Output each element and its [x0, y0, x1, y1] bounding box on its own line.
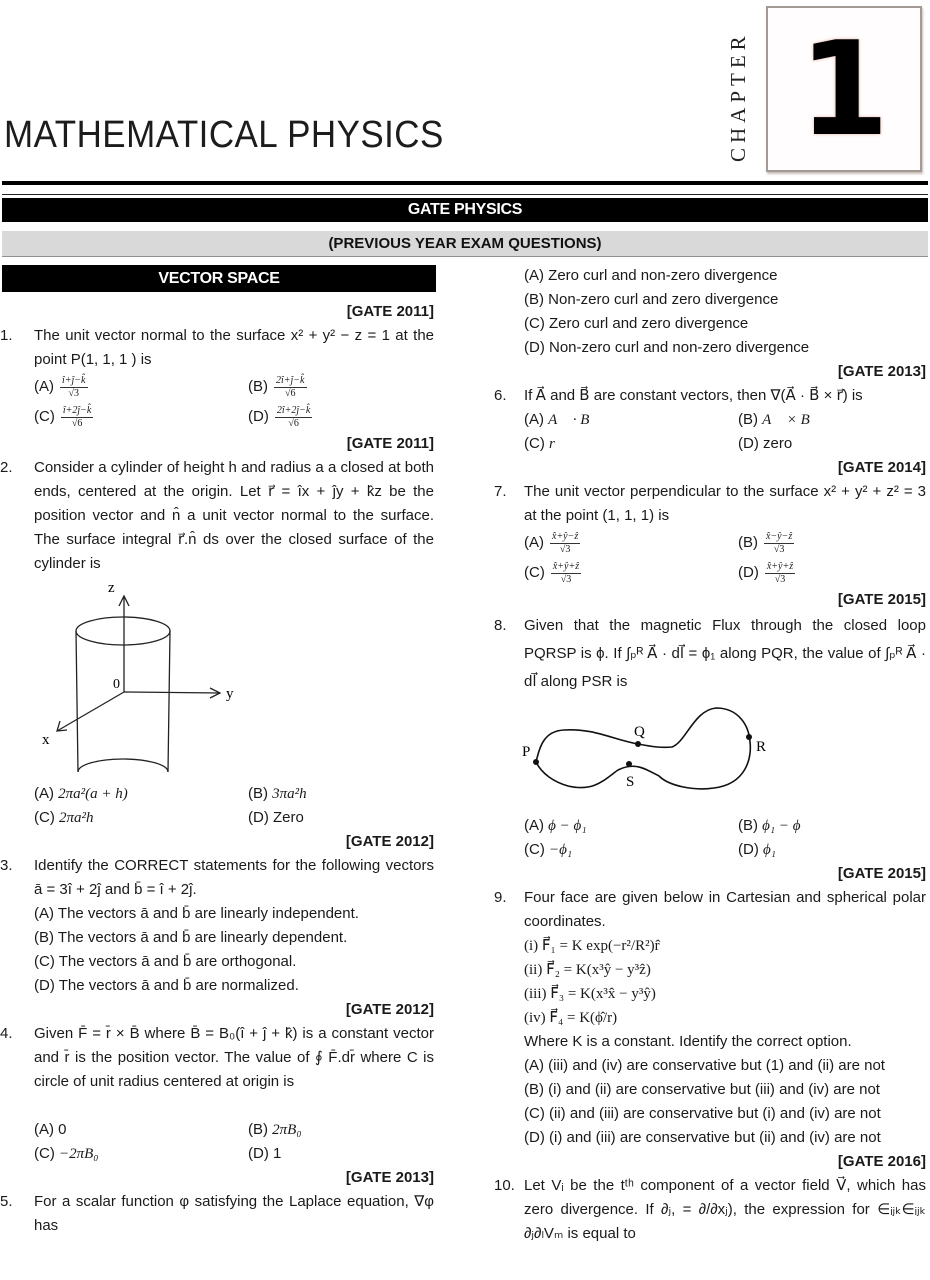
- option-c: (C) Zero curl and zero divergence: [524, 315, 749, 332]
- question-text: Four face are given below in Cartesian and spherical polar coordinates.: [524, 889, 926, 930]
- question-number: 6.: [494, 387, 507, 404]
- option-a: (A) 0: [34, 1121, 67, 1138]
- question-number: 10.: [494, 1177, 515, 1194]
- svg-text:P: P: [522, 744, 531, 760]
- field-item-4: (iv) F⃗₄ = K(ϕ̂/r): [524, 1010, 618, 1026]
- point-s: [626, 761, 632, 767]
- option-d: (D) The vectors ā and b̄ are normalized.: [34, 977, 299, 994]
- header-rule-thick: [2, 181, 928, 185]
- option-d: (D) Non-zero curl and non-zero divergence: [524, 339, 810, 356]
- question-number: 3.: [0, 857, 13, 874]
- field-item-2: (ii) F⃗₂ = K(x³ŷ − y³ẑ): [524, 962, 651, 978]
- question-10: [494, 1150, 926, 1246]
- question-text: The unit vector normal to the surface x² + y² − z = 1 at the point P(1, 1, 1 ) is: [34, 327, 434, 368]
- field-item-3: (iii) F⃗₃ = K(x³x̂ − y³ŷ): [524, 986, 656, 1002]
- option-d: (D) 1: [248, 1145, 282, 1162]
- exam-tag: [GATE 2015]: [837, 865, 926, 882]
- option-d: (D) (i) and (iii) are conservative but (ii) and (iv) are not: [524, 1129, 881, 1146]
- question-text: Consider a cylinder of height h and radius a a closed at both ends, centered at the origin. Let r⃗ = îx + ĵy + k̂z be the position vector and n̂ a unit vector normal to the surface. The surface integral r⃗.n̂ ds over the closed surface of the cylinder is: [34, 459, 434, 572]
- question-number: 1.: [0, 327, 13, 344]
- option-b: (B) 3πa²h: [248, 785, 307, 802]
- svg-text:S: S: [626, 774, 635, 790]
- question-9: [494, 862, 926, 1150]
- axis-label-x: x: [42, 732, 50, 748]
- point-p: [533, 759, 539, 765]
- point-r: [746, 734, 752, 740]
- closed-loop-diagram: [494, 696, 926, 814]
- question-7: [494, 456, 926, 588]
- option-c: (C) (ii) and (iii) are conservative but (i) and (iv) are not: [524, 1105, 881, 1122]
- document-title: MATHEMATICAL PHYSICS: [4, 114, 444, 156]
- option-a: (A) A⃗ · B⃗: [524, 411, 602, 428]
- exam-tag: [GATE 2013]: [837, 363, 926, 380]
- question-number: 4.: [0, 1025, 13, 1042]
- exam-tag: [GATE 2012]: [345, 833, 434, 850]
- axis-label-z: z: [108, 580, 115, 596]
- option-b: (B) ϕ₁ − ϕ: [738, 817, 801, 834]
- option-b: (B) (i) and (ii) are conservative but (iii) and (iv) are not: [524, 1081, 880, 1098]
- cylinder-diagram: [0, 576, 434, 782]
- exam-tag: [GATE 2011]: [346, 303, 434, 320]
- banner-gate-physics: GATE PHYSICS: [2, 198, 928, 222]
- question-text: Identify the CORRECT statements for the following vectors ā = 3î + 2ĵ and b̄ = î + 2ĵ.: [34, 857, 434, 898]
- option-a: (A) $\frac{î+ĵ-k̂}{√3}$: [34, 374, 86, 399]
- field-item-1: (i) F⃗₁ = K exp(−r²/R²)r̂: [524, 938, 660, 954]
- exam-tag: [GATE 2011]: [346, 435, 434, 452]
- option-b: (B) A⃗ × B⃗: [738, 411, 822, 428]
- option-a: (A) $\frac{\text{x̂+ŷ−ẑ}}{√3}$: [524, 530, 579, 555]
- question-number: 7.: [494, 483, 507, 500]
- option-b: (B) 2πB₀: [248, 1121, 302, 1138]
- option-b: (B) $\frac{\text{x̂−ŷ−ẑ}}{√3}$: [738, 530, 793, 555]
- question-text: Given that the magnetic Flux through the closed loop PQRSP is ϕ. If ∫ₚᴿ A⃗ · dl⃗ = ϕ₁ along PQR, the value of ∫ₚᴿ A⃗ · dl⃗ along PSR is: [524, 617, 926, 690]
- question-text: If A⃗ and B⃗ are constant vectors, then ∇(A⃗ · B⃗ × r⃗) is: [524, 387, 863, 404]
- question-1: [0, 300, 434, 432]
- question-note: Where K is a constant. Identify the correct option.: [524, 1033, 852, 1050]
- option-c: (C) −ϕ₁: [524, 841, 573, 858]
- question-5: [0, 1166, 434, 1238]
- exam-tag: [GATE 2016]: [837, 1153, 926, 1170]
- option-c: (C) $\frac{î+2ĵ-k̂}{√6}$: [34, 404, 92, 429]
- option-c: (C) $\frac{\text{x̂+ŷ+ẑ}}{√3}$: [524, 560, 580, 585]
- origin-label: 0: [113, 677, 120, 692]
- question-3: [0, 830, 434, 998]
- axis-label-y: y: [226, 686, 234, 702]
- option-a: (A) ϕ − ϕ₁: [524, 817, 587, 834]
- chapter-badge: [766, 6, 922, 172]
- question-4: [0, 998, 434, 1166]
- exam-tag: [GATE 2014]: [837, 459, 926, 476]
- chapter-label: CHAPTER: [726, 31, 750, 162]
- question-6: [494, 360, 926, 456]
- option-c: (C) −2πB₀: [34, 1145, 99, 1162]
- option-d: (D) $\frac{2î+2ĵ-k̂}{√6}$: [248, 404, 311, 429]
- question-number: 9.: [494, 889, 507, 906]
- question-text: Let Vᵢ be the tᵗʰ component of a vector field V⃗, which has zero divergence. If ∂ⱼ, = ∂/∂xⱼ), the expression for ∈ᵢⱼₖ∈ᵢⱼₖ ∂ⱼ∂ₗVₘ is equal to: [524, 1177, 926, 1242]
- option-b: (B) Non-zero curl and zero divergence: [524, 291, 779, 308]
- option-d: (D) $\frac{\text{x̂+ŷ+ẑ}}{√3}$: [738, 560, 794, 585]
- chapter-number: 1: [798, 13, 890, 165]
- exam-tag: [GATE 2015]: [837, 591, 926, 608]
- option-b: (B) $\frac{2î+ĵ-k̂}{√6}$: [248, 374, 305, 399]
- banner-previous-year: (PREVIOUS YEAR EXAM QUESTIONS): [2, 231, 928, 257]
- question-5-options: [524, 264, 926, 360]
- question-text: The unit vector perpendicular to the surface x² + y² + z² = 3 at the point (1, 1, 1) is: [524, 483, 926, 524]
- question-2: [0, 432, 434, 830]
- section-heading: VECTOR SPACE: [2, 265, 436, 292]
- exam-tag: [GATE 2012]: [345, 1001, 434, 1018]
- option-a: (A) Zero curl and non-zero divergence: [524, 267, 778, 284]
- question-number: 5.: [0, 1193, 13, 1210]
- option-a: (A) The vectors ā and b̄ are linearly independent.: [34, 905, 359, 922]
- header-rule-thin: [2, 194, 928, 195]
- exam-tag: [GATE 2013]: [345, 1169, 434, 1186]
- question-number: 8.: [494, 617, 507, 634]
- option-b: (B) The vectors ā and b̄ are linearly dependent.: [34, 929, 348, 946]
- option-c: (C) r⃗: [524, 435, 567, 452]
- option-a: (A) (iii) and (iv) are conservative but (1) and (ii) are not: [524, 1057, 885, 1074]
- option-c: (C) The vectors ā and b̄ are orthogonal.: [34, 953, 297, 970]
- question-number: 2.: [0, 459, 13, 476]
- right-column: [494, 264, 926, 1246]
- point-q: [635, 741, 641, 747]
- svg-text:Q: Q: [634, 724, 645, 740]
- svg-text:R: R: [756, 739, 767, 755]
- question-text: Given F̄ = r̄ × B̄ where B̄ = B₀(î + ĵ + k̂) is a constant vector and r̄ is the position vector. The value of ∮ F̄.dr̄ where C is circle of unit radius centered at origin is: [34, 1025, 434, 1090]
- option-a: (A) 2πa²(a + h): [34, 785, 128, 802]
- option-c: (C) 2πa²h: [34, 809, 94, 826]
- left-column: [0, 300, 434, 1238]
- option-d: (D) ϕ₁: [738, 841, 776, 858]
- option-d: (D) Zero: [248, 809, 304, 826]
- question-text: For a scalar function φ satisfying the Laplace equation, ∇φ has: [34, 1193, 434, 1234]
- question-8: [494, 588, 926, 862]
- option-d: (D) zero: [738, 435, 793, 452]
